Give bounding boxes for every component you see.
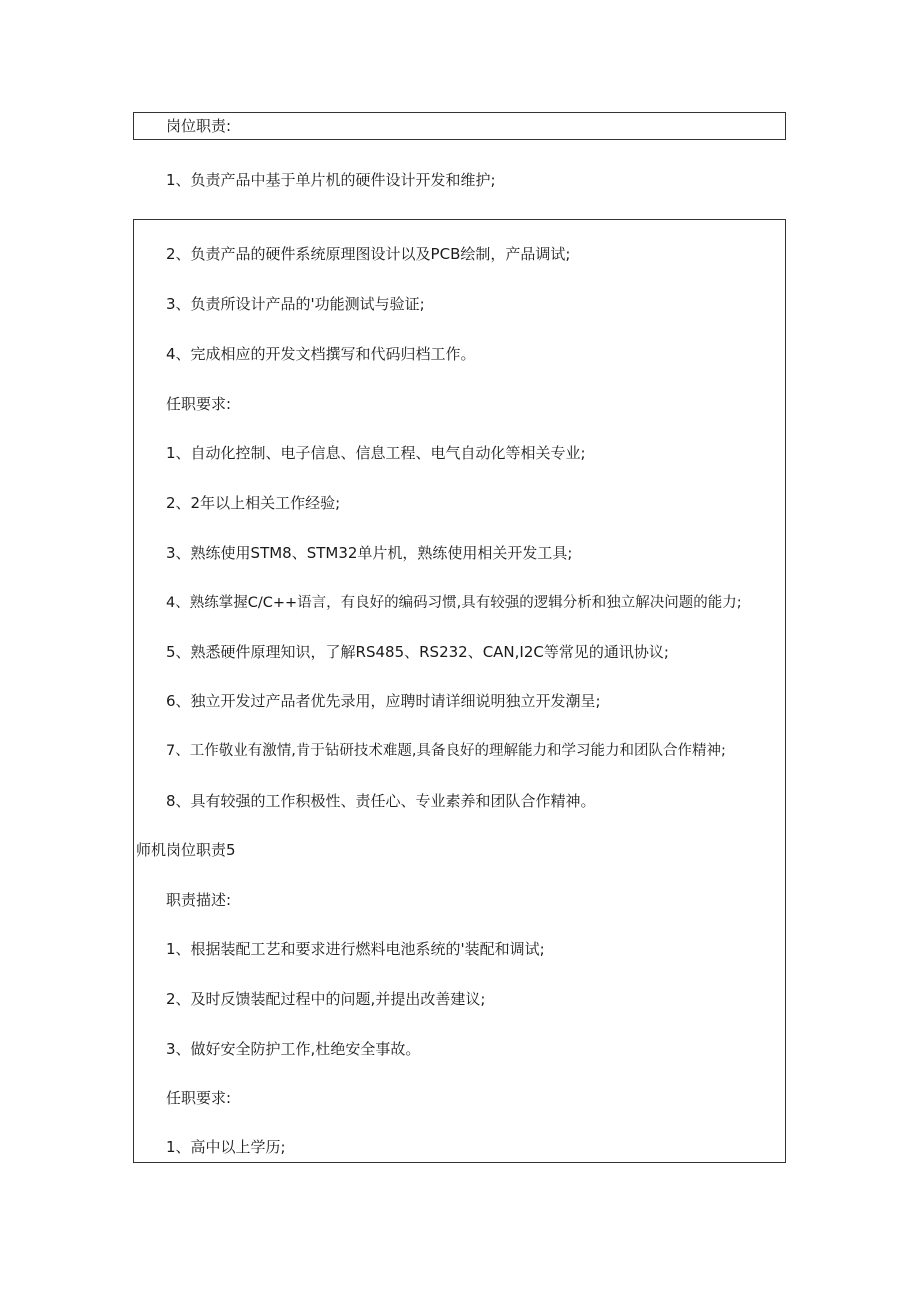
requirement2-item: 1、高中以上学历; <box>166 1138 286 1156</box>
description-item: 3、做好安全防护工作,杜绝安全事故。 <box>166 1040 421 1058</box>
requirement-item: 3、熟练使用STM8、STM32单片机，熟练使用相关开发工具; <box>166 544 573 562</box>
duty-item: 3、负责所设计产品的'功能测试与验证; <box>166 295 425 313</box>
description-heading: 职责描述: <box>166 891 232 909</box>
requirements2-heading: 任职要求: <box>166 1089 232 1107</box>
description-item: 2、及时反馈装配过程中的问题,并提出改善建议; <box>166 990 486 1008</box>
header-label: 岗位职责: <box>166 117 232 135</box>
duty-item: 4、完成相应的开发文档撰写和代码归档工作。 <box>166 345 476 363</box>
duty-item: 2、负责产品的硬件系统原理图设计以及PCB绘制，产品调试; <box>166 245 571 263</box>
description-item: 1、根据装配工艺和要求进行燃料电池系统的'装配和调试; <box>166 940 545 958</box>
intro-item: 1、负责产品中基于单片机的硬件设计开发和维护; <box>166 171 496 189</box>
section-title: 师机岗位职责5 <box>136 841 236 859</box>
requirement-item: 7、工作敬业有激情,肯于钻研技术难题,具备良好的理解能力和学习能力和团队合作精神; <box>166 743 726 759</box>
requirement-item: 5、熟悉硬件原理知识，了解RS485、RS232、CAN,I2C等常见的通讯协议; <box>166 643 669 661</box>
requirement-item: 1、自动化控制、电子信息、信息工程、电气自动化等相关专业; <box>166 444 586 462</box>
requirement-item: 2、2年以上相关工作经验; <box>166 494 341 512</box>
requirement-item: 8、具有较强的工作积极性、责任心、专业素养和团队合作精神。 <box>166 792 596 810</box>
requirements-heading: 任职要求: <box>166 395 232 413</box>
requirement-item: 6、独立开发过产品者优先录用，应聘时请详细说明独立开发潮呈; <box>166 692 601 710</box>
requirement-item: 4、熟练掌握C/C++语言，有良好的编码习惯,具有较强的逻辑分析和独立解决问题的能力; <box>166 595 742 611</box>
